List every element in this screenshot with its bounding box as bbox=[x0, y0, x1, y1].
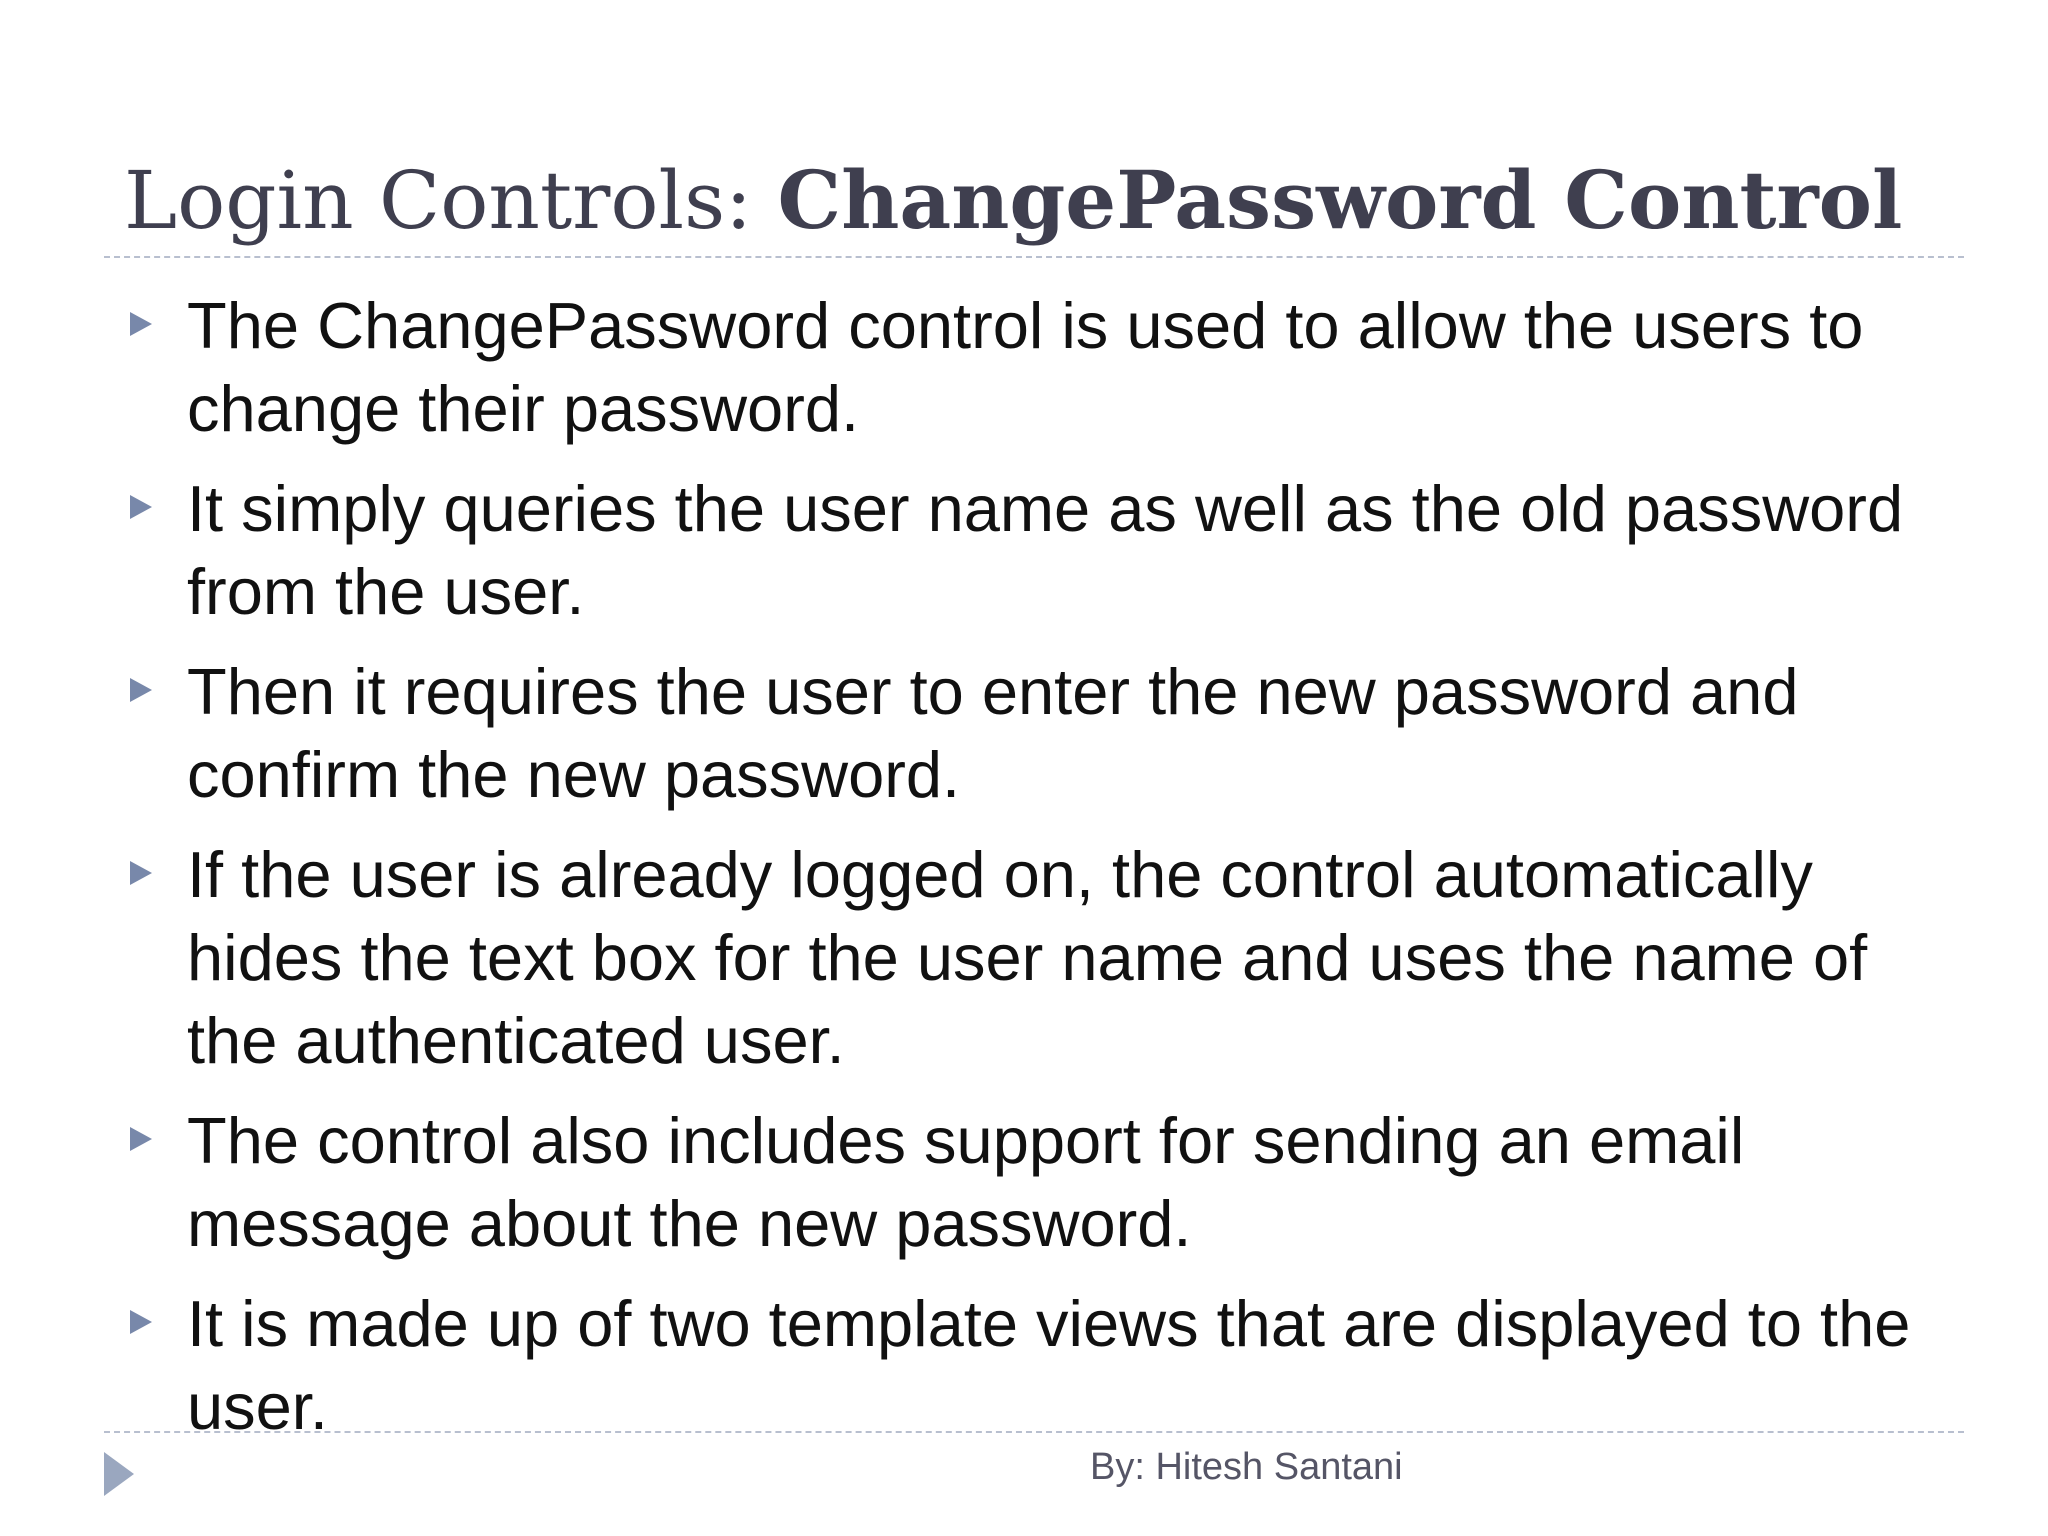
footer-divider bbox=[104, 1431, 1964, 1433]
bullet-text: Then it requires the user to enter the new password and confirm the new password. bbox=[187, 655, 1799, 811]
title-emphasis: ChangePassword Control bbox=[777, 153, 1903, 247]
bullet-text: If the user is already logged on, the control automatically hides the text box for the user name and uses the name of the authenticated user. bbox=[187, 838, 1868, 1077]
title-prefix: Login Controls: bbox=[124, 154, 753, 247]
title-divider bbox=[104, 256, 1964, 258]
bullet-marker-icon bbox=[130, 495, 152, 519]
bullet-marker-icon bbox=[130, 861, 152, 885]
bullet-text: The control also includes support for sending an email message about the new password. bbox=[187, 1104, 1745, 1260]
bullet-item-3 bbox=[124, 650, 1954, 816]
bullet-marker-icon bbox=[130, 1310, 152, 1334]
bullet-marker-icon bbox=[130, 1127, 152, 1151]
bullet-item-6 bbox=[124, 1282, 1954, 1448]
bullet-marker-icon bbox=[130, 312, 152, 336]
bullet-item-2 bbox=[124, 467, 1954, 633]
bullet-text: It is made up of two template views that are displayed to the user. bbox=[187, 1287, 1911, 1443]
bullet-item-5 bbox=[124, 1099, 1954, 1265]
slide-title bbox=[124, 150, 1964, 251]
bullet-item-1 bbox=[124, 284, 1954, 450]
bullet-list bbox=[124, 284, 1954, 1465]
bullet-text: The ChangePassword control is used to allow the users to change their password. bbox=[187, 289, 1864, 445]
footer-author: By: Hitesh Santani bbox=[1090, 1446, 1403, 1488]
bullet-text: It simply queries the user name as well as the old password from the user. bbox=[187, 472, 1904, 628]
bullet-marker-icon bbox=[130, 678, 152, 702]
triangle-right-icon bbox=[104, 1452, 134, 1496]
bullet-item-4 bbox=[124, 833, 1954, 1082]
